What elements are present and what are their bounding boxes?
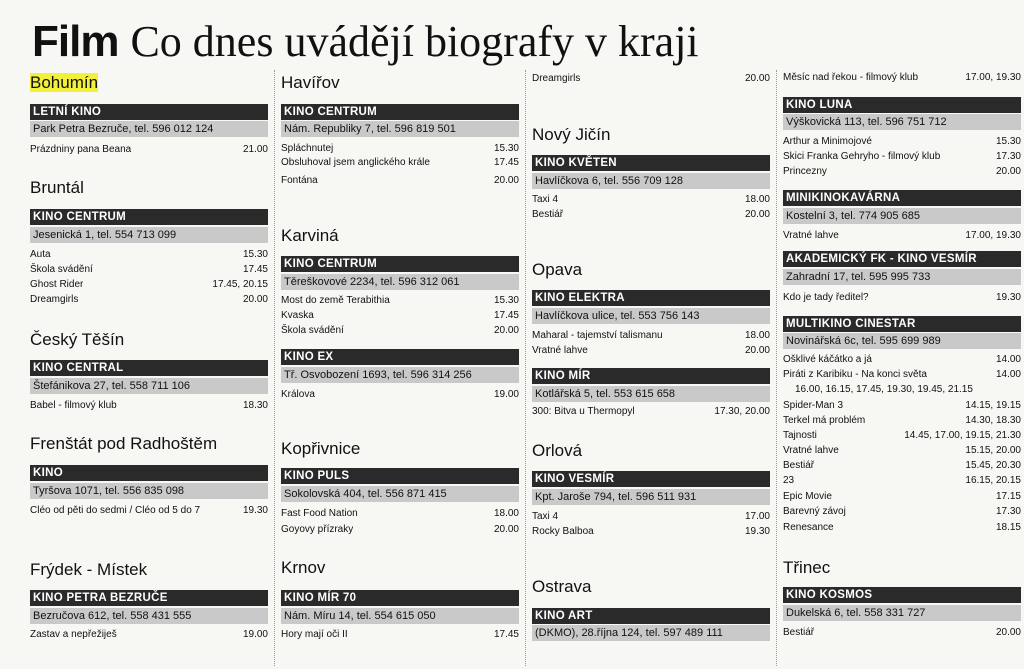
column-3 <box>532 66 770 666</box>
listing-row: Bestiář 15.45, 20.30 <box>783 460 1021 471</box>
listing-row: Epic Movie 17.15 <box>783 491 1021 502</box>
cinema-name: KINO KOSMOS <box>783 587 1021 603</box>
cinema-address: Park Petra Bezruče, tel. 596 012 124 <box>30 121 268 137</box>
cinema-address: Nám. Míru 14, tel. 554 615 050 <box>281 608 519 624</box>
column-divider <box>274 70 276 666</box>
listing-row: Králova 19.00 <box>281 389 519 400</box>
listing-row: Arthur a Minimojové 15.30 <box>783 136 1021 147</box>
cinema-address: Bezručova 612, tel. 558 431 555 <box>30 608 268 624</box>
cinema-name: KINO PULS <box>281 468 519 484</box>
section-label: Film <box>32 17 119 66</box>
cinema-address: Havlíčkova ulice, tel. 553 756 143 <box>532 308 770 324</box>
column-1 <box>30 66 268 666</box>
listing-row: Zastav a nepřežiješ 19.00 <box>30 629 268 640</box>
town-heading: Ostrava <box>532 577 592 596</box>
cinema-name: KINO PETRA BEZRUČE <box>30 590 268 606</box>
listing-row: Škola svádění 17.45 <box>30 264 268 275</box>
cinema-name: KINO KVĚTEN <box>532 155 770 171</box>
listing-row: Kdo je tady ředitel? 19.30 <box>783 292 1021 303</box>
listing-row: Fast Food Nation 18.00 <box>281 508 519 519</box>
cinema-name: KINO CENTRUM <box>30 209 268 225</box>
listing-row: Fontána 20.00 <box>281 175 519 186</box>
column-4 <box>783 66 1021 666</box>
listing-row: Maharal - tajemství talismanu 18.00 <box>532 330 770 341</box>
listing-row: Barevný závoj 17.30 <box>783 506 1021 517</box>
listing-row: Babel - filmový klub 18.30 <box>30 400 268 411</box>
cinema-address: Jesenická 1, tel. 554 713 099 <box>30 227 268 243</box>
town-heading: Havířov <box>281 73 340 92</box>
cinema-address: Těreškovové 2234, tel. 596 312 061 <box>281 274 519 290</box>
listing-row: Princezny 20.00 <box>783 166 1021 177</box>
listing-row: Taxi 4 18.00 <box>532 194 770 205</box>
listing-row: Bestiář 20.00 <box>783 627 1021 638</box>
cinema-address: Kotlářská 5, tel. 553 615 658 <box>532 386 770 402</box>
listing-row: 23 16.15, 20.15 <box>783 475 1021 486</box>
cinema-address: Kpt. Jaroše 794, tel. 596 511 931 <box>532 489 770 505</box>
listing-row: Dreamgirls 20.00 <box>30 294 268 305</box>
cinema-name: KINO VESMÍR <box>532 471 770 487</box>
town-heading: Kopřivnice <box>281 439 361 458</box>
listing-row: Prázdniny pana Beana 21.00 <box>30 144 268 155</box>
cinema-name: KINO MÍR <box>532 368 770 384</box>
town-heading: Frýdek - Místek <box>30 560 148 579</box>
cinema-address: Nám. Republiky 7, tel. 596 819 501 <box>281 121 519 137</box>
cinema-name: KINO EX <box>281 349 519 365</box>
cinema-address: Novinářská 6c, tel. 595 699 989 <box>783 333 1021 349</box>
listing-row: Ošklivé káčátko a já 14.00 <box>783 354 1021 365</box>
listing-row: Auta 15.30 <box>30 249 268 260</box>
listing-row: Ghost Rider 17.45, 20.15 <box>30 279 268 290</box>
cinema-address: Tyršova 1071, tel. 556 835 098 <box>30 483 268 499</box>
listing-row: Most do země Terabithia 15.30 <box>281 295 519 306</box>
page-title <box>32 16 699 68</box>
listing-row: Terkel má problém 14.30, 18.30 <box>783 415 1021 426</box>
listing-row: Měsíc nad řekou - filmový klub 17.00, 19.30 <box>783 72 1021 83</box>
cinema-address: Havlíčkova 6, tel. 556 709 128 <box>532 173 770 189</box>
cinema-name: KINO ART <box>532 608 770 624</box>
column-divider <box>776 70 778 666</box>
cinema-address: Sokolovská 404, tel. 556 871 415 <box>281 486 519 502</box>
town-heading: Bruntál <box>30 178 84 197</box>
listing-row: Tajnosti 14.45, 17.00, 19.15, 21.30 <box>783 430 1021 441</box>
town-heading: Frenštát pod Radhoštěm <box>30 434 218 453</box>
town-heading: Karviná <box>281 226 339 245</box>
town-heading: Třinec <box>783 558 831 577</box>
listing-row: Obsluhoval jsem anglického krále 17.45 <box>281 157 519 168</box>
cinema-name: MINIKINOKAVÁRNA <box>783 190 1021 206</box>
column-2 <box>281 66 519 666</box>
listing-row: Renesance 18.15 <box>783 522 1021 533</box>
listing-row: Vratné lahve 15.15, 20.00 <box>783 445 1021 456</box>
listing-row: Skici Franka Gehryho - filmový klub 17.30 <box>783 151 1021 162</box>
listing-row: Taxi 4 17.00 <box>532 511 770 522</box>
listing-row: Spláchnutej 15.30 <box>281 143 519 154</box>
town-heading: Český Těšín <box>30 330 125 349</box>
cinema-name: KINO CENTRUM <box>281 256 519 272</box>
cinema-name: KINO CENTRUM <box>281 104 519 120</box>
cinema-name: KINO MÍR 70 <box>281 590 519 606</box>
cinema-address: Dukelská 6, tel. 558 331 727 <box>783 605 1021 621</box>
headline: Co dnes uvádějí biografy v kraji <box>130 17 699 66</box>
cinema-address: Výškovická 113, tel. 596 751 712 <box>783 114 1021 130</box>
cinema-name: KINO CENTRAL <box>30 360 268 376</box>
listing-row: Piráti z Karibiku - Na konci světa 14.00 <box>783 369 1021 380</box>
cinema-address: Zahradní 17, tel. 595 995 733 <box>783 269 1021 285</box>
town-heading: Krnov <box>281 558 326 577</box>
cinema-address: Kostelní 3, tel. 774 905 685 <box>783 208 1021 224</box>
listing-row: Rocky Balboa 19.30 <box>532 526 770 537</box>
town-heading: Bohumín <box>30 73 99 92</box>
listing-row: 16.00, 16.15, 17.45, 19.30, 19.45, 21.15 <box>795 384 973 395</box>
cinema-name: KINO <box>30 465 268 481</box>
cinema-name: KINO LUNA <box>783 97 1021 113</box>
listing-row: Spider-Man 3 14.15, 19.15 <box>783 400 1021 411</box>
column-divider <box>525 70 527 666</box>
listing-row: Kvaska 17.45 <box>281 310 519 321</box>
cinema-name: MULTIKINO CINESTAR <box>783 316 1021 332</box>
town-heading: Nový Jičín <box>532 125 611 144</box>
listing-row: Cléo od pěti do sedmi / Cléo od 5 do 7 19.30 <box>30 505 268 516</box>
cinema-address: Štefánikova 27, tel. 558 711 106 <box>30 378 268 394</box>
listing-row: Goyovy přízraky 20.00 <box>281 524 519 535</box>
listing-row: Hory mají oči II 17.45 <box>281 629 519 640</box>
listing-row: Dreamgirls 20.00 <box>532 73 770 84</box>
listing-row: 300: Bitva u Thermopyl 17.30, 20.00 <box>532 406 770 417</box>
listing-row: Škola svádění 20.00 <box>281 325 519 336</box>
cinema-address: Tř. Osvobození 1693, tel. 596 314 256 <box>281 367 519 383</box>
cinema-name: LETNÍ KINO <box>30 104 268 120</box>
listing-row: Bestiář 20.00 <box>532 209 770 220</box>
listing-row: Vratné lahve 17.00, 19.30 <box>783 230 1021 241</box>
cinema-name: KINO ELEKTRA <box>532 290 770 306</box>
listing-row: Vratné lahve 20.00 <box>532 345 770 356</box>
cinema-address: (DKMO), 28.října 124, tel. 597 489 111 <box>532 625 770 641</box>
town-heading: Opava <box>532 260 583 279</box>
cinema-name: AKADEMICKÝ FK - KINO VESMÍR <box>783 251 1021 267</box>
town-heading: Orlová <box>532 441 583 460</box>
